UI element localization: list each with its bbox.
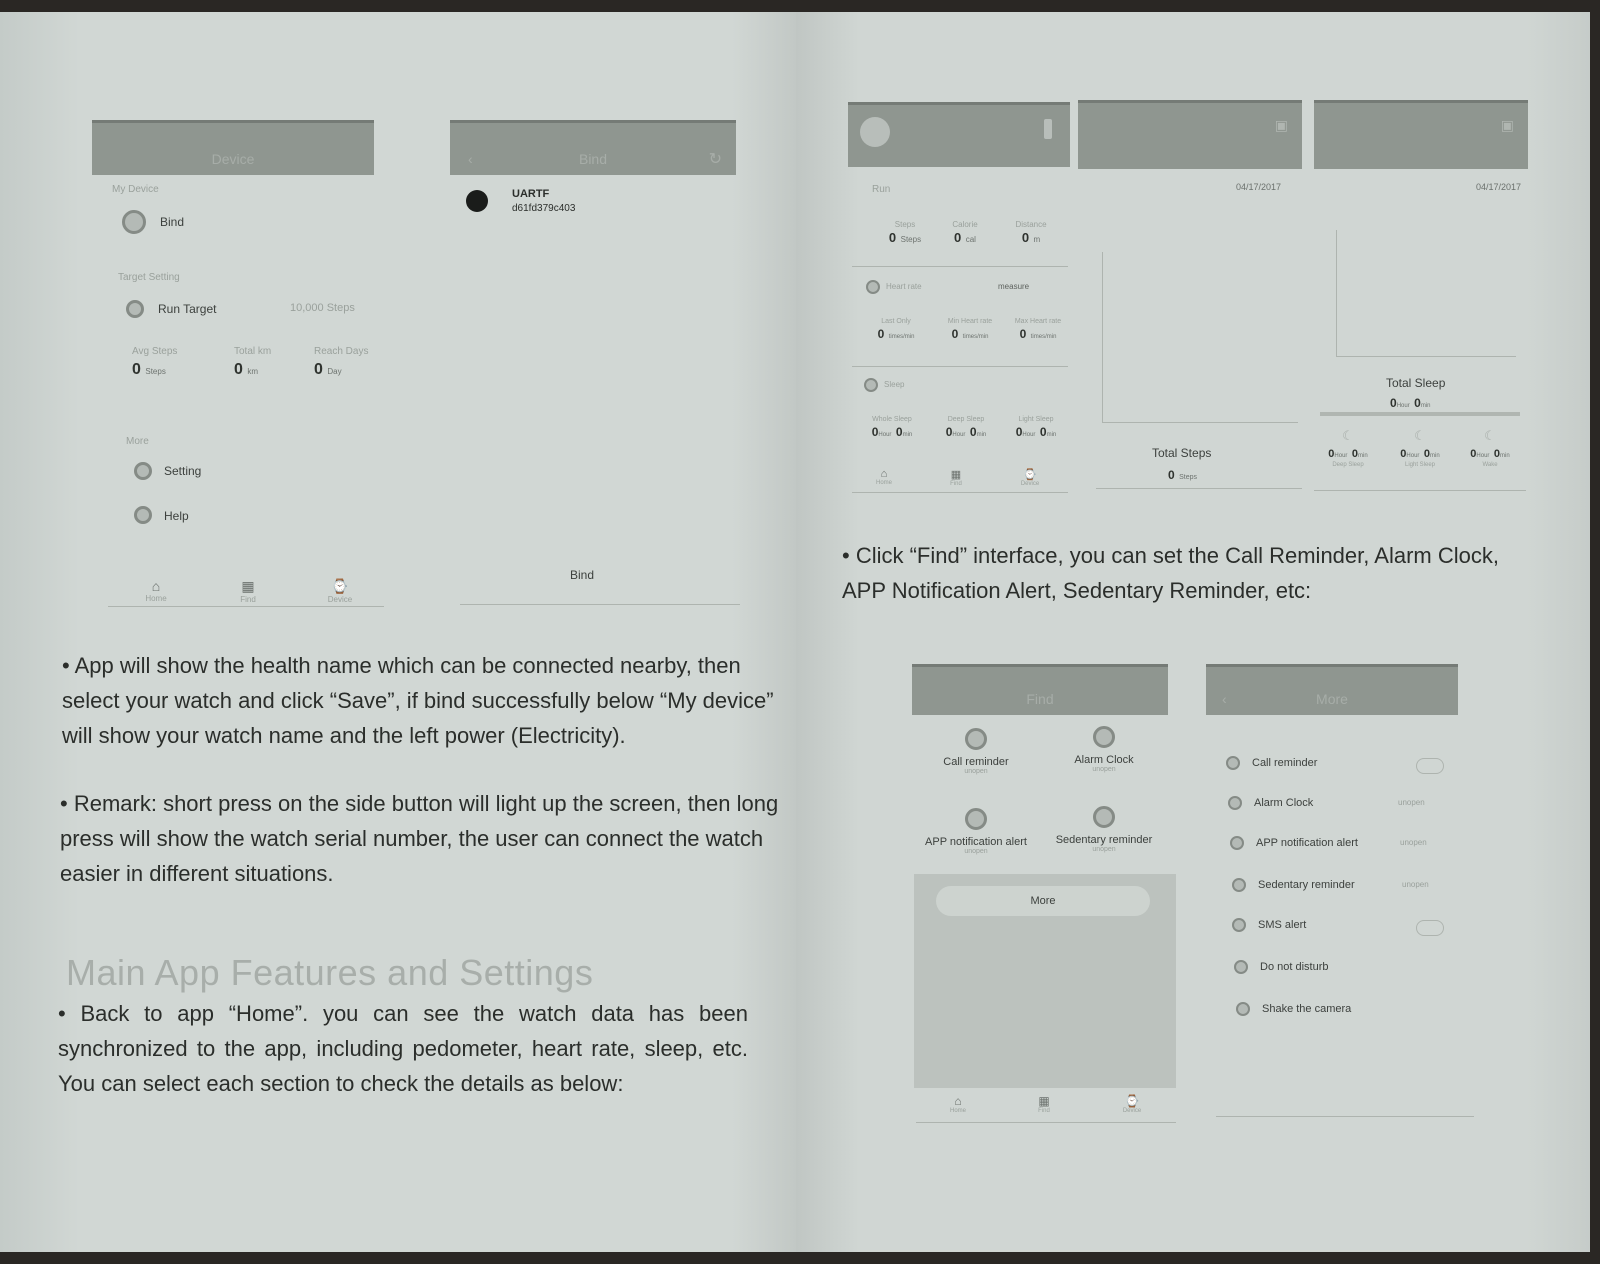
paragraph-remark bbox=[60, 786, 780, 891]
stat-value: 0 bbox=[1168, 468, 1175, 482]
stat-unit: min bbox=[1500, 453, 1510, 459]
bullet-icon: • bbox=[58, 1001, 81, 1026]
tab-home[interactable] bbox=[854, 468, 914, 486]
stat-label: Whole Sleep bbox=[872, 416, 912, 423]
stat-value: 0 bbox=[888, 230, 897, 245]
sleep-stat-1 bbox=[928, 416, 1004, 441]
stat-value: 0 bbox=[877, 327, 885, 341]
stat-value: 0 bbox=[1400, 448, 1407, 460]
stat-unit: min bbox=[1420, 403, 1431, 409]
find-item-label: Alarm Clock bbox=[1074, 754, 1134, 766]
moon-icon: ☾ bbox=[1342, 428, 1354, 443]
stat-value: 0 bbox=[1039, 425, 1047, 439]
stat-unit: times/min bbox=[962, 334, 989, 340]
right-page bbox=[796, 12, 1590, 1252]
stat-label: Total km bbox=[234, 346, 272, 357]
home-icon: ⌂ bbox=[954, 1094, 962, 1108]
sleep-screen-header bbox=[1314, 100, 1528, 169]
alarm-clock-icon bbox=[1228, 796, 1242, 810]
tab-label: Find bbox=[950, 481, 962, 487]
more-item-do-not-disturb[interactable]: Do not disturb bbox=[1260, 961, 1329, 973]
stat-label: Max Heart rate bbox=[1014, 318, 1062, 325]
measure-button[interactable]: measure bbox=[998, 282, 1030, 291]
bind-button[interactable]: Bind bbox=[570, 568, 595, 582]
paragraph-text: Remark: short press on the side button will light up the screen, then long press will show the watch serial number, the user can connect the watch easier in different situations. bbox=[60, 791, 779, 886]
stat-label: Reach Days bbox=[314, 346, 369, 357]
watch-icon: ⌚ bbox=[331, 578, 349, 594]
stat-unit: Hour bbox=[1406, 453, 1420, 459]
stat-unit: Steps bbox=[145, 367, 166, 376]
sms-alert-toggle[interactable] bbox=[1416, 920, 1444, 936]
sleep-part-1 bbox=[1382, 428, 1458, 468]
tab-device[interactable] bbox=[1102, 1094, 1162, 1114]
stat-unit: m bbox=[1033, 235, 1041, 244]
setting-icon bbox=[134, 462, 152, 480]
stat-value: 0 bbox=[895, 425, 903, 439]
steps-date: 04/17/2017 bbox=[1236, 182, 1282, 192]
stat-value: 0 bbox=[945, 425, 953, 439]
more-section-label: More bbox=[126, 436, 149, 447]
bullet-icon: • bbox=[842, 543, 856, 568]
paragraph-bind-info bbox=[62, 648, 782, 753]
help-icon bbox=[134, 506, 152, 524]
more-screen-title: More bbox=[1316, 691, 1348, 707]
back-icon[interactable]: ‹ bbox=[1222, 691, 1227, 707]
sleep-stat-0 bbox=[854, 416, 930, 441]
paragraph-home bbox=[58, 996, 748, 1101]
stat-value: 0 bbox=[969, 425, 977, 439]
stat-label: Deep Sleep bbox=[1332, 462, 1364, 468]
tab-label: Device bbox=[1020, 481, 1040, 487]
tab-find[interactable] bbox=[1014, 1094, 1074, 1114]
find-screen-title: Find bbox=[1026, 691, 1054, 707]
stat-unit: min bbox=[976, 432, 987, 438]
find-more-button[interactable] bbox=[936, 886, 1150, 916]
moon-icon: ☾ bbox=[1484, 428, 1496, 443]
bind-button-divider bbox=[460, 604, 740, 605]
phone-icon bbox=[1226, 756, 1240, 770]
my-device-section-label: My Device bbox=[112, 184, 159, 195]
sleep-chart-baseline bbox=[1336, 356, 1516, 357]
section-heading: Main App Features and Settings bbox=[66, 952, 594, 993]
do-not-disturb-icon bbox=[1234, 960, 1248, 974]
left-page bbox=[0, 12, 796, 1252]
stat-value: 0 bbox=[1470, 448, 1477, 460]
alarm-clock-status: unopen bbox=[1398, 798, 1425, 807]
tab-home[interactable] bbox=[126, 578, 186, 603]
sleep-stat-2 bbox=[998, 416, 1074, 441]
stat-value: 0 bbox=[132, 361, 141, 378]
more-screen-divider bbox=[1216, 1116, 1474, 1117]
steps-screen-header bbox=[1078, 100, 1302, 169]
stat-value: 0 bbox=[954, 230, 962, 245]
device-status-dot bbox=[466, 190, 488, 212]
find-item-call-reminder[interactable] bbox=[926, 728, 1026, 775]
sleep-date: 04/17/2017 bbox=[1476, 182, 1522, 192]
sleep-total bbox=[1390, 394, 1431, 412]
heart-icon bbox=[866, 280, 880, 294]
find-item-status: unopen bbox=[964, 848, 988, 855]
stat-unit: Steps bbox=[900, 235, 922, 244]
more-item-sms-alert[interactable]: SMS alert bbox=[1258, 919, 1307, 931]
watch-icon: ⌚ bbox=[1023, 469, 1037, 481]
steps-total bbox=[1168, 466, 1197, 484]
find-item-sedentary-reminder[interactable] bbox=[1040, 806, 1168, 853]
more-item-alarm-clock[interactable]: Alarm Clock bbox=[1254, 797, 1314, 809]
device-screen-title: Device bbox=[211, 151, 255, 167]
sleep-part-2 bbox=[1452, 428, 1528, 468]
bind-screen-title: Bind bbox=[578, 151, 608, 167]
tab-find[interactable] bbox=[926, 468, 986, 487]
phone-icon bbox=[965, 728, 987, 750]
paragraph-text: Click “Find” interface, you can set the Call Reminder, Alarm Clock, APP Notification Alert, Sedentary Reminder, etc: bbox=[842, 543, 1499, 603]
grid-icon: ▦ bbox=[1038, 1094, 1050, 1108]
sleep-divider bbox=[1314, 490, 1526, 491]
find-item-status: unopen bbox=[964, 768, 988, 775]
stat-value: 0 bbox=[234, 361, 243, 378]
calendar-icon[interactable]: ▣ bbox=[1500, 117, 1514, 133]
grid-icon: ▦ bbox=[950, 469, 962, 481]
find-item-alarm-clock[interactable] bbox=[1054, 726, 1154, 773]
more-item-call-reminder[interactable]: Call reminder bbox=[1252, 757, 1318, 769]
stat-label: Steps bbox=[894, 220, 916, 229]
find-item-label: APP notification alert bbox=[925, 836, 1027, 848]
home-icon: ⌂ bbox=[880, 468, 888, 480]
find-item-label: Sedentary reminder bbox=[1055, 834, 1153, 846]
battery-icon bbox=[1044, 119, 1052, 139]
tab-device[interactable] bbox=[1000, 468, 1060, 487]
sleep-label[interactable]: Sleep bbox=[884, 380, 905, 389]
sedentary-icon bbox=[1093, 806, 1115, 828]
tab-device[interactable] bbox=[310, 578, 370, 604]
tab-label: Home bbox=[875, 480, 892, 486]
stat-unit: Hour bbox=[1022, 432, 1036, 438]
stat-label: Light Sleep bbox=[1018, 416, 1054, 423]
stat-unit: min bbox=[1358, 453, 1368, 459]
paragraph-text: App will show the health name which can be connected nearby, then select your watch and click “Save”, if bind successfully below “My device” will show your watch name and the left power (Electricity). bbox=[62, 653, 774, 748]
stat-label: Calorie bbox=[952, 220, 978, 229]
stat-unit: min bbox=[902, 432, 913, 438]
stat-unit: min bbox=[1430, 453, 1440, 459]
stat-unit: cal bbox=[965, 235, 976, 244]
tab-label: Device bbox=[1122, 1108, 1142, 1114]
steps-divider bbox=[1096, 488, 1302, 489]
stat-label: Last Only bbox=[881, 318, 911, 325]
device-screen-header bbox=[92, 120, 374, 175]
paragraph-text: Back to app “Home”. you can see the watch data has been synchronized to the app, including pedometer, heart rate, sleep, etc. You can select each section to check the details as below: bbox=[58, 1001, 748, 1096]
home-divider bbox=[852, 366, 1068, 367]
find-item-status: unopen bbox=[1092, 846, 1116, 853]
stat-label: Light Sleep bbox=[1404, 462, 1436, 468]
device-id: d61fd379c403 bbox=[512, 203, 576, 214]
stat-value: 0 bbox=[1015, 425, 1023, 439]
home-stat-1 bbox=[930, 220, 1000, 247]
home-icon: ⌂ bbox=[151, 578, 161, 594]
sms-icon bbox=[1232, 918, 1246, 932]
run-section-label: Run bbox=[872, 184, 891, 195]
tabbar-divider bbox=[916, 1122, 1176, 1123]
device-name: UARTF bbox=[512, 188, 550, 200]
run-target-label[interactable]: Run Target bbox=[158, 302, 217, 316]
stat-unit: times/min bbox=[888, 334, 915, 340]
device-stat-2 bbox=[314, 346, 394, 379]
stat-value: 0 bbox=[1351, 448, 1359, 460]
tab-label: Find bbox=[240, 595, 256, 604]
tab-find[interactable] bbox=[218, 578, 278, 604]
stat-unit: Hour bbox=[1334, 453, 1348, 459]
heart-stat-2 bbox=[1000, 318, 1076, 343]
sedentary-status: unopen bbox=[1402, 880, 1429, 889]
stat-value: 0 bbox=[1414, 396, 1421, 410]
sleep-icon bbox=[864, 378, 878, 392]
sleep-part-0 bbox=[1310, 428, 1386, 468]
bullet-icon: • bbox=[60, 791, 74, 816]
more-screen-header bbox=[1206, 664, 1458, 715]
home-divider bbox=[852, 266, 1068, 267]
notification-icon bbox=[1230, 836, 1244, 850]
stat-value: 0 bbox=[1493, 448, 1501, 460]
help-item[interactable]: Help bbox=[164, 509, 189, 523]
stat-unit: times/min bbox=[1030, 334, 1057, 340]
tab-label: Device bbox=[327, 595, 353, 604]
more-item-sedentary-reminder[interactable]: Sedentary reminder bbox=[1258, 879, 1355, 891]
device-stat-0 bbox=[132, 346, 212, 379]
run-target-value: 10,000 Steps bbox=[290, 302, 355, 314]
sedentary-icon bbox=[1232, 878, 1246, 892]
heart-stat-0 bbox=[858, 318, 934, 343]
sleep-total-label: Total Sleep bbox=[1386, 376, 1446, 390]
avatar[interactable] bbox=[860, 117, 890, 147]
app-notification-status: unopen bbox=[1400, 838, 1427, 847]
grid-icon: ▦ bbox=[241, 578, 255, 594]
find-item-label: Call reminder bbox=[943, 756, 1009, 768]
calendar-icon[interactable]: ▣ bbox=[1274, 117, 1288, 133]
sleep-band bbox=[1320, 412, 1520, 416]
bullet-icon: • bbox=[62, 653, 75, 678]
find-item-status: unopen bbox=[1092, 766, 1116, 773]
heart-rate-label[interactable]: Heart rate bbox=[886, 282, 922, 291]
stat-label: Min Heart rate bbox=[947, 318, 993, 325]
back-icon[interactable]: ‹ bbox=[468, 151, 473, 167]
heart-stat-1 bbox=[932, 318, 1008, 343]
sleep-chart-axis bbox=[1336, 230, 1337, 356]
home-screen-header bbox=[848, 102, 1070, 167]
home-stat-2 bbox=[996, 220, 1066, 247]
notification-icon bbox=[965, 808, 987, 830]
stat-value: 0 bbox=[871, 425, 879, 439]
stat-value: 0 bbox=[1328, 448, 1335, 460]
stat-unit: Steps bbox=[1179, 474, 1198, 481]
find-item-app-notification[interactable] bbox=[912, 808, 1040, 855]
steps-chart-axis bbox=[1102, 252, 1103, 422]
stat-unit: min bbox=[1046, 432, 1057, 438]
stat-label: Deep Sleep bbox=[947, 416, 985, 423]
moon-icon: ☾ bbox=[1414, 428, 1426, 443]
stat-value: 0 bbox=[1021, 230, 1030, 245]
stat-unit: Day bbox=[327, 367, 342, 376]
steps-chart-baseline bbox=[1102, 422, 1298, 423]
run-target-icon bbox=[126, 300, 144, 318]
refresh-icon[interactable]: ↻ bbox=[708, 151, 722, 168]
target-setting-section-label: Target Setting bbox=[118, 272, 180, 283]
more-item-shake-camera[interactable]: Shake the camera bbox=[1262, 1003, 1352, 1015]
tab-label: Home bbox=[145, 594, 167, 603]
device-list-item[interactable] bbox=[512, 188, 575, 214]
stat-value: 0 bbox=[951, 327, 959, 341]
stat-unit: Hour bbox=[878, 432, 892, 438]
tab-home[interactable] bbox=[928, 1094, 988, 1114]
stat-value: 0 bbox=[314, 361, 323, 378]
tab-label: Home bbox=[949, 1108, 966, 1114]
paragraph-find bbox=[842, 538, 1542, 608]
stat-unit: Hour bbox=[1396, 403, 1410, 409]
call-reminder-toggle[interactable] bbox=[1416, 758, 1444, 774]
stat-unit: Hour bbox=[952, 432, 966, 438]
stat-value: 0 bbox=[1019, 327, 1027, 341]
camera-icon bbox=[1236, 1002, 1250, 1016]
more-item-app-notification[interactable]: APP notification alert bbox=[1256, 837, 1358, 849]
bind-icon bbox=[122, 210, 146, 234]
stat-unit: Hour bbox=[1476, 453, 1490, 459]
alarm-clock-icon bbox=[1093, 726, 1115, 748]
more-button-label: More bbox=[1030, 895, 1056, 907]
bind-screen-header bbox=[450, 120, 736, 175]
stat-label: Avg Steps bbox=[132, 346, 178, 357]
steps-total-label: Total Steps bbox=[1152, 446, 1212, 460]
stat-label: Distance bbox=[1015, 220, 1047, 229]
find-screen-header bbox=[912, 664, 1168, 715]
watch-icon: ⌚ bbox=[1124, 1094, 1140, 1108]
stat-label: Wake bbox=[1482, 462, 1498, 468]
stat-unit: km bbox=[247, 367, 259, 376]
tabbar-divider bbox=[108, 606, 384, 607]
tabbar-divider bbox=[852, 492, 1068, 493]
stat-value: 0 bbox=[1390, 396, 1397, 410]
setting-item[interactable]: Setting bbox=[164, 464, 202, 478]
device-stat-1 bbox=[234, 346, 314, 379]
tab-label: Find bbox=[1038, 1108, 1050, 1114]
bind-item[interactable]: Bind bbox=[160, 215, 185, 229]
stat-value: 0 bbox=[1423, 448, 1431, 460]
